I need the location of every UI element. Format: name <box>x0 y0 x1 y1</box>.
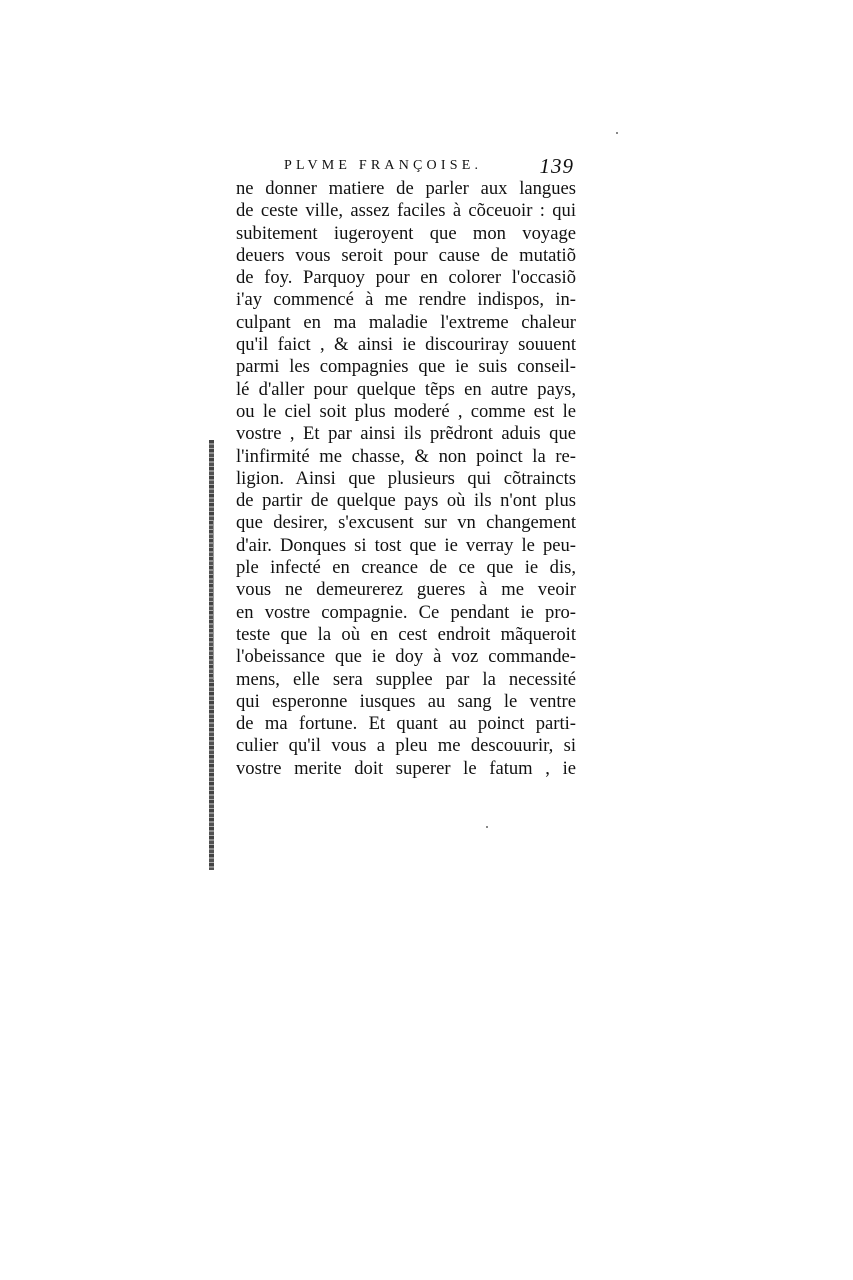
text-line: qui esperonne iusques au sang le ventre <box>236 690 576 712</box>
text-line: teste que la où en cest endroit mãqueroit <box>236 623 576 645</box>
text-line: d'air. Donques si tost que ie verray le peu- <box>236 534 576 556</box>
text-line: subitement iugeroyent que mon voyage <box>236 222 576 244</box>
text-line: qu'il faict , & ainsi ie discouriray souuent <box>236 334 576 356</box>
text-line: culier qu'il vous a pleu me descouurir, si <box>236 735 576 757</box>
paper-speck <box>486 826 488 828</box>
text-line: de ceste ville, assez faciles à cõceuoir : qui <box>236 200 576 222</box>
paper-speck <box>616 132 618 134</box>
binding-edge-line <box>213 520 214 680</box>
text-line: de foy. Parquoy pour en colorer l'occasiõ <box>236 267 576 289</box>
text-line: ligion. Ainsi que plusieurs qui cõtraincts <box>236 467 576 489</box>
text-line: de partir de quelque pays où ils n'ont plus <box>236 490 576 512</box>
running-title: PLVME FRANÇOISE. <box>284 158 483 173</box>
text-line: ou le ciel soit plus moderé , comme est le <box>236 400 576 422</box>
body-text <box>236 178 576 780</box>
text-line: l'infirmité me chasse, & non poinct la re- <box>236 445 576 467</box>
text-line: parmi les compagnies que ie suis conseil- <box>236 356 576 378</box>
text-line: l'obeissance que ie doy à voz commande- <box>236 646 576 668</box>
text-line: lé d'aller pour quelque tẽps en autre pays, <box>236 378 576 400</box>
text-line: vostre merite doit superer le fatum , ie <box>236 757 576 779</box>
text-line: deuers vous seroit pour cause de mutatiõ <box>236 244 576 266</box>
text-line: i'ay commencé à me rendre indispos, in- <box>236 289 576 311</box>
text-line: culpant en ma maladie l'extreme chaleur <box>236 311 576 333</box>
text-line: en vostre compagnie. Ce pendant ie pro- <box>236 601 576 623</box>
text-line: mens, elle sera supplee par la necessité <box>236 668 576 690</box>
text-line: que desirer, s'excusent sur vn changement <box>236 512 576 534</box>
text-line: vostre , Et par ainsi ils prẽdront aduis que <box>236 423 576 445</box>
text-line: ple infecté en creance de ce que ie dis, <box>236 557 576 579</box>
text-line: vous ne demeurerez gueres à me veoir <box>236 579 576 601</box>
text-line: de ma fortune. Et quant au poinct parti- <box>236 713 576 735</box>
page-number: 139 <box>539 154 574 178</box>
text-line: ne donner matiere de parler aux langues <box>236 178 576 199</box>
